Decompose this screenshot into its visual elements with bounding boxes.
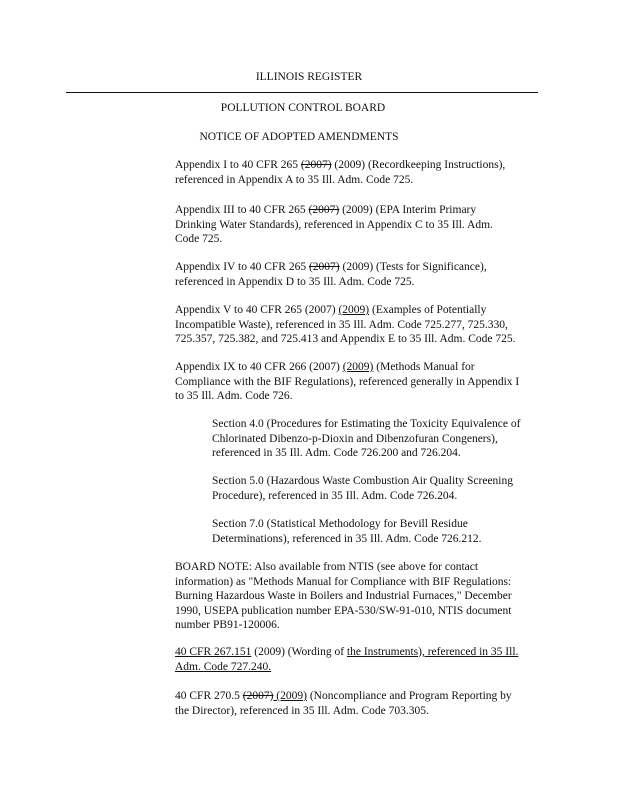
text-line [212, 489, 457, 503]
text-line [212, 474, 513, 488]
text-run: Burning Hazardous Waste in Boilers and Industrial Furnaces," December [175, 590, 512, 602]
text-line [212, 517, 468, 531]
header-rule [66, 92, 538, 93]
text-line [175, 158, 505, 172]
text-line [175, 303, 486, 317]
inserted-text: 40 CFR 267.151 [175, 646, 252, 658]
struck-text: (2007) [300, 159, 332, 171]
text-line [175, 704, 429, 718]
inserted-text: (2009) [338, 304, 370, 316]
text-run: Section 7.0 (Statistical Methodology for Bevill Residue [212, 518, 468, 530]
text-run: Section 4.0 (Procedures for Estimating the Toxicity Equivalence of [212, 418, 521, 430]
text-run: Appendix V to 40 CFR 265 (2007) [175, 304, 339, 316]
text-line [175, 604, 511, 618]
text-run: Appendix I to 40 CFR 265 [175, 159, 301, 171]
inserted-text: the Instruments), referenced in 35 Ill. [346, 646, 519, 658]
text-run: 1990, USEPA publication number EPA-530/SW-91-010, NTIS document [175, 604, 512, 617]
text-line [175, 389, 293, 403]
struck-text: (2007) [242, 690, 274, 702]
text-run: (Methods Manual for [373, 361, 475, 373]
text-line [212, 532, 482, 546]
text-line [175, 173, 413, 187]
text-line [175, 618, 280, 632]
inserted-text: (2009) [342, 361, 374, 373]
text-run: Procedure), referenced in 35 Ill. Adm. Code 726.204. [212, 489, 458, 502]
text-run: referenced in Appendix D to 35 Ill. Adm. Code 725. [175, 275, 415, 288]
struck-text: (2007) [308, 204, 340, 216]
text-line [175, 275, 415, 289]
text-run: Incompatible Waste), referenced in 35 Ill. Adm. Code 725.277, 725.330, [175, 318, 508, 331]
text-line [175, 318, 508, 332]
text-run: (Noncompliance and Program Reporting by [306, 690, 512, 702]
text-run: 40 CFR 270.5 [175, 690, 243, 702]
text-run: (2009) (EPA Interim Primary [339, 204, 477, 216]
text-run: Determinations), referenced in 35 Ill. Adm. Code 726.212. [212, 532, 482, 545]
text-run: (2009) (Wording of [251, 646, 347, 658]
text-line [175, 260, 487, 274]
text-run: Appendix III to 40 CFR 265 [175, 204, 309, 216]
text-run: Appendix IX to 40 CFR 266 (2007) [175, 361, 343, 373]
text-line [175, 332, 516, 346]
notice-title: NOTICE OF ADOPTED AMENDMENTS [199, 131, 399, 143]
text-line [175, 232, 222, 246]
text-run: Appendix IV to 40 CFR 265 [175, 261, 309, 273]
text-run: BOARD NOTE: Also available from NTIS (see above for contact [175, 561, 479, 573]
text-run: (2009) (Recordkeeping Instructions), [331, 159, 506, 171]
text-line [212, 432, 498, 446]
text-line [175, 218, 493, 232]
text-line [212, 417, 520, 431]
text-run: Section 5.0 (Hazardous Waste Combustion Air Quality Screening [212, 475, 514, 487]
text-line [175, 645, 518, 659]
text-line [212, 446, 461, 460]
text-run: to 35 Ill. Adm. Code 726. [175, 390, 293, 402]
text-run: Compliance with the BIF Regulations), referenced generally in Appendix I [175, 375, 520, 388]
text-run: referenced in 35 Ill. Adm. Code 726.200 and 726.204. [212, 447, 461, 459]
text-line [175, 575, 511, 589]
text-run: (2009) (Tests for Significance), [339, 261, 487, 273]
text-line [175, 203, 476, 217]
board-name: POLLUTION CONTROL BOARD [220, 102, 386, 114]
inserted-text: (2009) [273, 690, 307, 702]
struck-text: (2007) [308, 261, 340, 273]
text-run: the Director), referenced in 35 Ill. Adm. Code 703.305. [175, 704, 429, 717]
inserted-text: Adm. Code 727.240. [175, 660, 272, 673]
text-run: information) as "Methods Manual for Compliance with BIF Regulations: [175, 575, 512, 588]
text-line [175, 660, 271, 674]
text-run: (Examples of Potentially [369, 304, 487, 316]
text-line [175, 589, 512, 603]
text-run: number PB91-120006. [175, 619, 280, 631]
text-run: Chlorinated Dibenzo-p-Dioxin and Dibenzofuran Congeners), [212, 432, 498, 445]
text-line [175, 375, 519, 389]
text-run: Code 725. [175, 233, 223, 245]
text-line [175, 689, 512, 703]
text-run: 725.357, 725.382, and 725.413 and Appendix E to 35 Ill. Adm. Code 725. [175, 333, 516, 345]
text-run: Drinking Water Standards), referenced in Appendix C to 35 Ill. Adm. [175, 218, 493, 231]
text-line [175, 360, 475, 374]
register-title: ILLINOIS REGISTER [255, 71, 363, 83]
text-run: referenced in Appendix A to 35 Ill. Adm. Code 725. [175, 173, 414, 186]
text-line [175, 560, 478, 574]
